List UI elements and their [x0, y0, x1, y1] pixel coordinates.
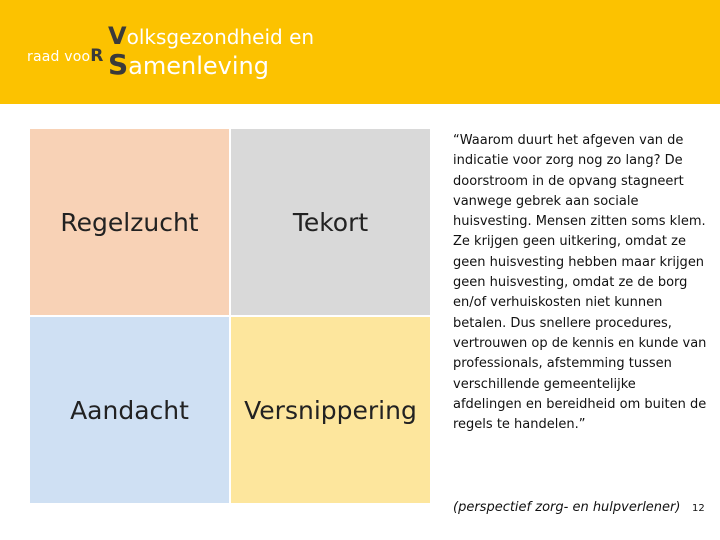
logo-text-line1: Volksgezondheid en [108, 22, 315, 50]
quote-text: “Waarom duurt het afgeven van de indicatie voor zorg nog zo lang? De doorstroom in de opvang stagneert vanwege gebrek aan sociale huisvesting. Mensen zitten soms klem. Ze krijgen geen uitkering, omdat ze geen huisvesting hebben maar krijgen geen huisvesting, omdat ze de borg en/of verhuiskosten niet kunnen betalen. Dus snellere procedures, vertrouwen op de kennis en kunde van professionals, afstemming tussen verschillende gemeentelijke afdelingen en bereidheid om buiten de regels te handelen.” [453, 133, 707, 433]
cell-aandacht: Aandacht [30, 317, 229, 503]
page-number: 12 [692, 503, 705, 514]
logo-text-small: raad vooR [27, 46, 104, 66]
logo-text-line2: Samenleving [108, 48, 269, 81]
quadrant-grid [30, 129, 430, 503]
cell-regelzucht: Regelzucht [30, 129, 229, 315]
cell-tekort: Tekort [231, 129, 430, 315]
header-banner [0, 0, 720, 104]
cell-versnippering: Versnippering [231, 317, 430, 503]
quote-source: (perspectief zorg- en hulpverlener) [453, 500, 681, 515]
